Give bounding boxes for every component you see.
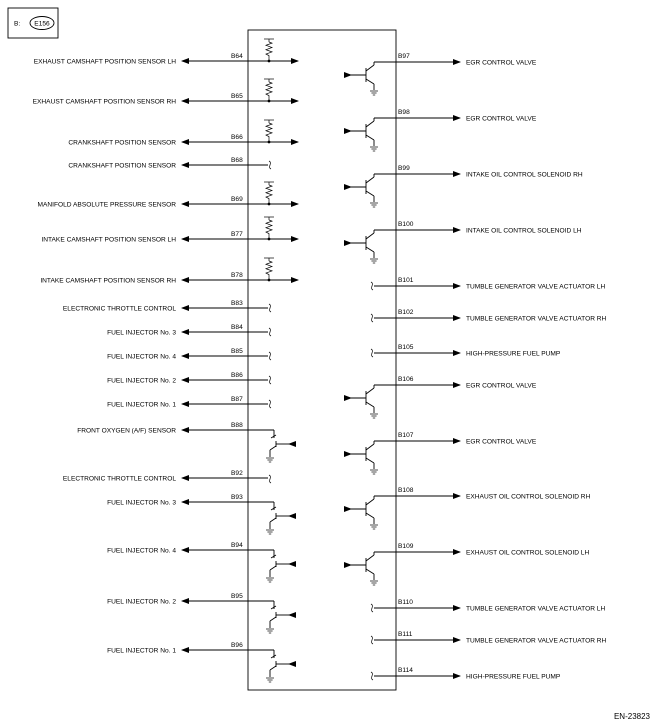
pin-number: B86 bbox=[231, 372, 243, 379]
pin-row-b68 bbox=[68, 157, 271, 169]
junction-dot bbox=[268, 60, 271, 63]
pin-label: EXHAUST CAMSHAFT POSITION SENSOR RH bbox=[32, 98, 176, 106]
pin-row-b111 bbox=[371, 631, 607, 644]
pin-label: FUEL INJECTOR No. 1 bbox=[107, 647, 176, 655]
pin-number: B97 bbox=[398, 53, 410, 60]
pin-number: B95 bbox=[231, 593, 243, 600]
pin-label: HIGH-PRESSURE FUEL PUMP bbox=[466, 673, 561, 681]
pin-number: B65 bbox=[231, 93, 243, 100]
pin-label: FUEL INJECTOR No. 2 bbox=[107, 377, 176, 385]
pin-number: B94 bbox=[231, 542, 243, 549]
pin-row-b85 bbox=[107, 348, 271, 360]
pin-row-b102 bbox=[371, 309, 607, 322]
pin-row-b92 bbox=[63, 470, 271, 483]
pin-label: CRANKSHAFT POSITION SENSOR bbox=[68, 162, 176, 170]
pin-label: HIGH-PRESSURE FUEL PUMP bbox=[466, 350, 561, 358]
pin-label: EGR CONTROL VALVE bbox=[466, 438, 537, 446]
pin-number: B88 bbox=[231, 422, 243, 429]
pin-row-b114 bbox=[371, 667, 561, 680]
junction-dot bbox=[268, 141, 271, 144]
pin-label: EGR CONTROL VALVE bbox=[466, 59, 537, 67]
pin-label: EXHAUST OIL CONTROL SOLENOID LH bbox=[466, 549, 590, 557]
pin-row-b86 bbox=[107, 372, 271, 384]
pin-row-b87 bbox=[107, 396, 271, 408]
connector-code: E156 bbox=[34, 20, 50, 28]
pin-label: ELECTRONIC THROTTLE CONTROL bbox=[62, 475, 176, 483]
pin-number: B77 bbox=[231, 231, 243, 238]
pin-row-b84 bbox=[107, 324, 271, 336]
junction-dot bbox=[268, 238, 271, 241]
pin-number: B87 bbox=[231, 396, 243, 403]
pin-label: TUMBLE GENERATOR VALVE ACTUATOR RH bbox=[466, 315, 607, 323]
pin-label: FUEL INJECTOR No. 4 bbox=[107, 547, 176, 555]
pin-row-b110 bbox=[371, 599, 605, 612]
pin-label: EXHAUST OIL CONTROL SOLENOID RH bbox=[466, 493, 591, 501]
figure-id: EN-23823 bbox=[613, 712, 650, 721]
junction-dot bbox=[268, 203, 271, 206]
pin-label: MANIFOLD ABSOLUTE PRESSURE SENSOR bbox=[37, 201, 176, 209]
connector-prefix: B: bbox=[14, 20, 21, 28]
pin-label: EXHAUST CAMSHAFT POSITION SENSOR LH bbox=[33, 58, 176, 66]
pin-number: B106 bbox=[398, 376, 414, 383]
pin-label: FUEL INJECTOR No. 2 bbox=[107, 598, 176, 606]
pin-label: INTAKE CAMSHAFT POSITION SENSOR LH bbox=[41, 236, 176, 244]
pin-label: TUMBLE GENERATOR VALVE ACTUATOR LH bbox=[466, 605, 606, 613]
pin-label: FUEL INJECTOR No. 4 bbox=[107, 353, 176, 361]
pin-number: B114 bbox=[398, 667, 413, 674]
pin-number: B96 bbox=[231, 642, 243, 649]
pin-number: B78 bbox=[231, 272, 243, 279]
pin-label: INTAKE CAMSHAFT POSITION SENSOR RH bbox=[40, 277, 176, 285]
pin-label: FUEL INJECTOR No. 3 bbox=[107, 329, 176, 337]
pin-number: B99 bbox=[398, 165, 410, 172]
pin-number: B64 bbox=[231, 53, 243, 60]
pin-number: B111 bbox=[398, 631, 413, 638]
pin-number: B68 bbox=[231, 157, 243, 164]
pin-number: B109 bbox=[398, 543, 414, 550]
junction-dot bbox=[268, 279, 271, 282]
pin-row-b101 bbox=[371, 277, 605, 290]
pin-label: FUEL INJECTOR No. 3 bbox=[107, 499, 176, 507]
pin-number: B101 bbox=[398, 277, 414, 284]
pin-label: FRONT OXYGEN (A/F) SENSOR bbox=[77, 427, 176, 435]
pin-label: EGR CONTROL VALVE bbox=[466, 115, 537, 123]
connector-badge bbox=[8, 8, 58, 38]
pin-number: B69 bbox=[231, 196, 243, 203]
pin-number: B108 bbox=[398, 487, 414, 494]
pin-label: INTAKE OIL CONTROL SOLENOID RH bbox=[466, 171, 583, 179]
pin-number: B92 bbox=[231, 470, 243, 477]
pin-label: EGR CONTROL VALVE bbox=[466, 382, 537, 390]
pin-row-b83 bbox=[63, 300, 271, 312]
pin-number: B107 bbox=[398, 432, 414, 439]
pin-number: B84 bbox=[231, 324, 243, 331]
pin-number: B105 bbox=[398, 344, 414, 351]
junction-dot bbox=[268, 100, 271, 103]
pin-number: B83 bbox=[231, 300, 243, 307]
pin-number: B102 bbox=[398, 309, 414, 316]
pin-number: B66 bbox=[231, 134, 243, 141]
pin-label: INTAKE OIL CONTROL SOLENOID LH bbox=[466, 227, 582, 235]
pin-row-b105 bbox=[371, 344, 561, 357]
pin-number: B85 bbox=[231, 348, 243, 355]
pin-number: B98 bbox=[398, 109, 410, 116]
pin-number: B100 bbox=[398, 221, 414, 228]
pin-label: TUMBLE GENERATOR VALVE ACTUATOR RH bbox=[466, 637, 607, 645]
pin-label: TUMBLE GENERATOR VALVE ACTUATOR LH bbox=[466, 283, 606, 291]
pin-label: ELECTRONIC THROTTLE CONTROL bbox=[62, 305, 176, 313]
pin-label: CRANKSHAFT POSITION SENSOR bbox=[68, 139, 176, 147]
pin-number: B110 bbox=[398, 599, 413, 606]
pin-number: B93 bbox=[231, 494, 243, 501]
pin-label: FUEL INJECTOR No. 1 bbox=[107, 401, 176, 409]
